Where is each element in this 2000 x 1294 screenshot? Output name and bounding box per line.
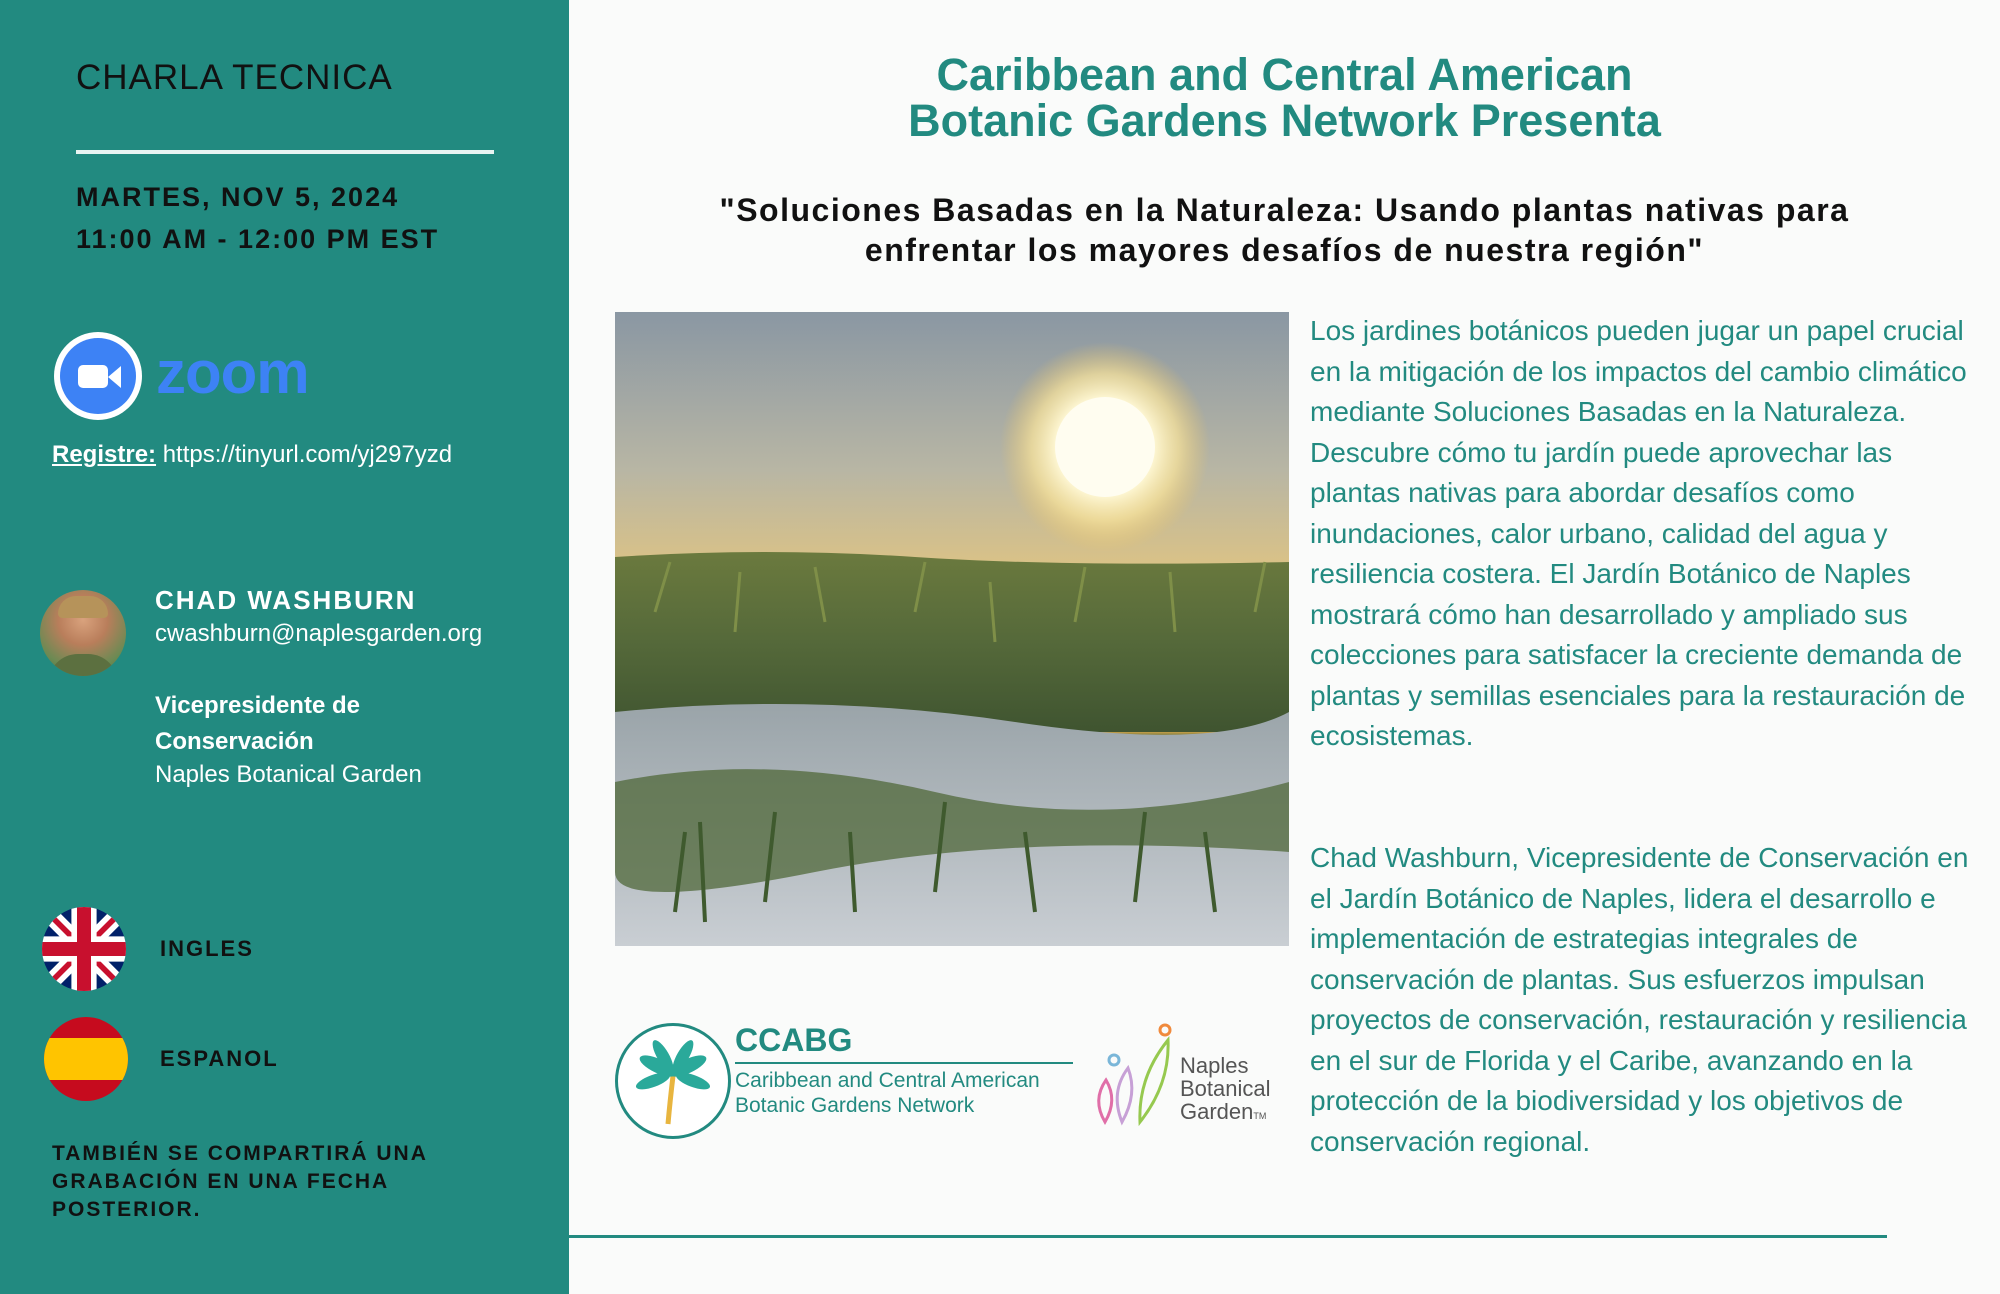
event-time: 11:00 AM - 12:00 PM EST: [76, 224, 440, 254]
speaker-organization: Naples Botanical Garden: [155, 761, 422, 788]
naples-line-1: Naples: [1180, 1053, 1249, 1078]
bottom-divider: [569, 1235, 1887, 1238]
talk-title: [569, 190, 2000, 270]
ccabg-full-name: [735, 1068, 1040, 1118]
naples-wordmark: [1180, 1054, 1271, 1128]
talk-title-line-2: enfrentar los mayores desafíos de nuestra región": [864, 232, 1705, 268]
uk-flag-icon: [42, 907, 126, 991]
zoom-logo: zoom: [156, 339, 309, 406]
ccabg-divider: [735, 1062, 1073, 1064]
talk-title-line-1: "Soluciones Basadas en la Naturaleza: Usando plantas nativas para: [719, 192, 1850, 228]
divider: [76, 150, 494, 154]
speaker-role: Vicepresidente de Conservación: [155, 692, 360, 755]
naples-flower-logo-icon: [1090, 1022, 1175, 1131]
spain-flag-icon: [44, 1017, 128, 1101]
title-line-1: Caribbean and Central American: [936, 49, 1633, 100]
speaker-name: CHAD WASHBURN: [155, 585, 417, 615]
ccabg-line-1: Caribbean and Central American: [735, 1069, 1040, 1092]
speaker-avatar: [40, 590, 126, 676]
trademark: TM: [1253, 1111, 1267, 1121]
zoom-camera-icon: [54, 332, 142, 420]
speaker-bio-paragraph: Chad Washburn, Vicepresidente de Conservación en el Jardín Botánico de Naples, lidera el desarrollo e implementación de estrategias integrales de conservación de plantas. Sus esfuerzos impulsan proyectos de conservación, restauración y resiliencia en el sur de Florida y el Caribe, avanzando en la protección de la biodiversidad y los objetivos de conservación regional.: [1310, 842, 1969, 1157]
description-paragraph: Los jardines botánicos pueden jugar un papel crucial en la mitigación de los impactos del cambio climático mediante Soluciones Basadas en la Naturaleza. Descubre cómo tu jardín puede aprovechar las plantas nativas para abordar desafíos como inundaciones, calor urbano, calidad del agua y resiliencia costera. El Jardín Botánico de Naples mostrará cómo han desarrollado y ampliado sus colecciones para satisfacer la creciente demanda de plantas y semillas esenciales para la restauración de ecosistemas.: [1310, 315, 1967, 751]
event-date: MARTES, NOV 5, 2024: [76, 182, 400, 212]
palm-tree-logo-icon: [615, 1023, 731, 1139]
language-english: INGLES: [160, 936, 254, 961]
recording-note: TAMBIÉN SE COMPARTIRÁ UNA GRABACIÓN EN UNA FECHA POSTERIOR.: [52, 1142, 428, 1221]
event-type-title: CHARLA TECNICA: [76, 58, 393, 97]
title-line-2: Botanic Gardens Network Presenta: [908, 95, 1661, 146]
naples-line-3: Garden: [1180, 1099, 1254, 1124]
language-spanish: ESPANOL: [160, 1046, 279, 1071]
register-link[interactable]: https://tinyurl.com/yj297yzd: [162, 441, 453, 468]
register-line: [52, 441, 452, 469]
sunset-dune-photo: [615, 312, 1289, 946]
speaker-email[interactable]: cwashburn@naplesgarden.org: [155, 620, 483, 647]
register-label: Registre:: [52, 441, 157, 468]
ccabg-acronym: CCABG: [735, 1022, 853, 1058]
naples-line-2: Botanical: [1180, 1076, 1271, 1101]
page-title: [569, 49, 2000, 146]
ccabg-line-2: Botanic Gardens Network: [735, 1094, 975, 1117]
